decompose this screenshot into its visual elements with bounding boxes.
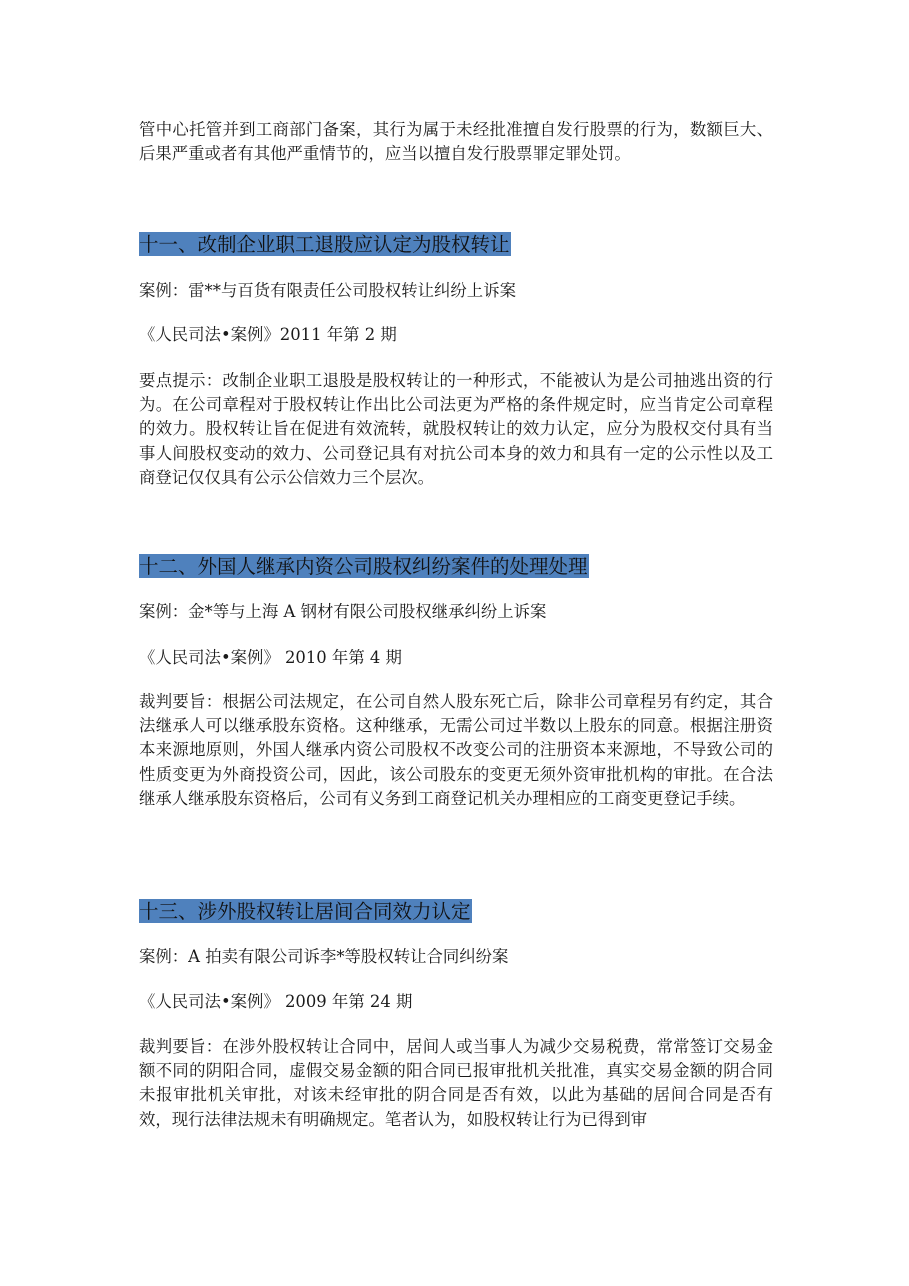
section-12-case: 案例：金*等与上海 A 钢材有限公司股权继承纠纷上诉案 (139, 602, 547, 621)
section-13-case: 案例：A 拍卖有限公司诉李*等股权转让合同纠纷案 (139, 947, 509, 966)
section-11-body: 要点提示：改制企业职工退股是股权转让的一种形式，不能被认为是公司抽逃出资的行为。在公司章程对于股权转让作出比公司法更为严格的条件规定时，应当肯定公司章程的效力。股权转让旨在促进有效流转，就股权转让的效力认定，应分为股权交付具有当事人间股权变动的效力、公司登记具有对抗公司本身的效力和具有一定的公示性以及工商登记仅仅具有公示公信效力三个层次。 (139, 371, 773, 487)
section-13-body: 裁判要旨：在涉外股权转让合同中，居间人或当事人为减少交易税费，常常签订交易金额不同的阴阳合同，虚假交易金额的阳合同已报审批机关批准，真实交易金额的阴合同未报审批机关审批，对该未经审批的阴合同是否有效，以此为基础的居间合同是否有效，现行法律法规未有明确规定。笔者认为，如股权转让行为已得到审 (139, 1037, 773, 1129)
section-11-case: 案例：雷**与百货有限责任公司股权转让纠纷上诉案 (139, 281, 516, 300)
section-heading-13-text: 十三、涉外股权转让居间合同效力认定 (139, 900, 471, 923)
section-heading-12-text: 十二、外国人继承内资公司股权纠纷案件的处理处理 (139, 555, 588, 578)
intro-paragraph: 管中心托管并到工商部门备案，其行为属于未经批准擅自发行股票的行为，数额巨大、后果严重或者有其他严重情节的，应当以擅自发行股票罪定罪处罚。 (139, 120, 773, 164)
section-heading-13 (139, 900, 472, 924)
section-12-source: 《人民司法•案例》 2010 年第 4 期 (139, 648, 402, 667)
section-heading-12 (139, 555, 589, 579)
section-heading-11 (139, 233, 511, 257)
section-heading-11-text: 十一、改制企业职工退股应认定为股权转让 (139, 233, 510, 256)
section-12-body: 裁判要旨：根据公司法规定，在公司自然人股东死亡后，除非公司章程另有约定，其合法继承人可以继承股东资格。这种继承，无需公司过半数以上股东的同意。根据注册资本来源地原则，外国人继承内资公司股权不改变公司的注册资本来源地，不导致公司的性质变更为外商投资公司，因此，该公司股东的变更无须外资审批机构的审批。在合法继承人继承股东资格后，公司有义务到工商登记机关办理相应的工商变更登记手续。 (139, 692, 773, 808)
section-13-source: 《人民司法•案例》 2009 年第 24 期 (139, 992, 413, 1011)
section-11-source: 《人民司法•案例》2011 年第 2 期 (139, 325, 397, 344)
